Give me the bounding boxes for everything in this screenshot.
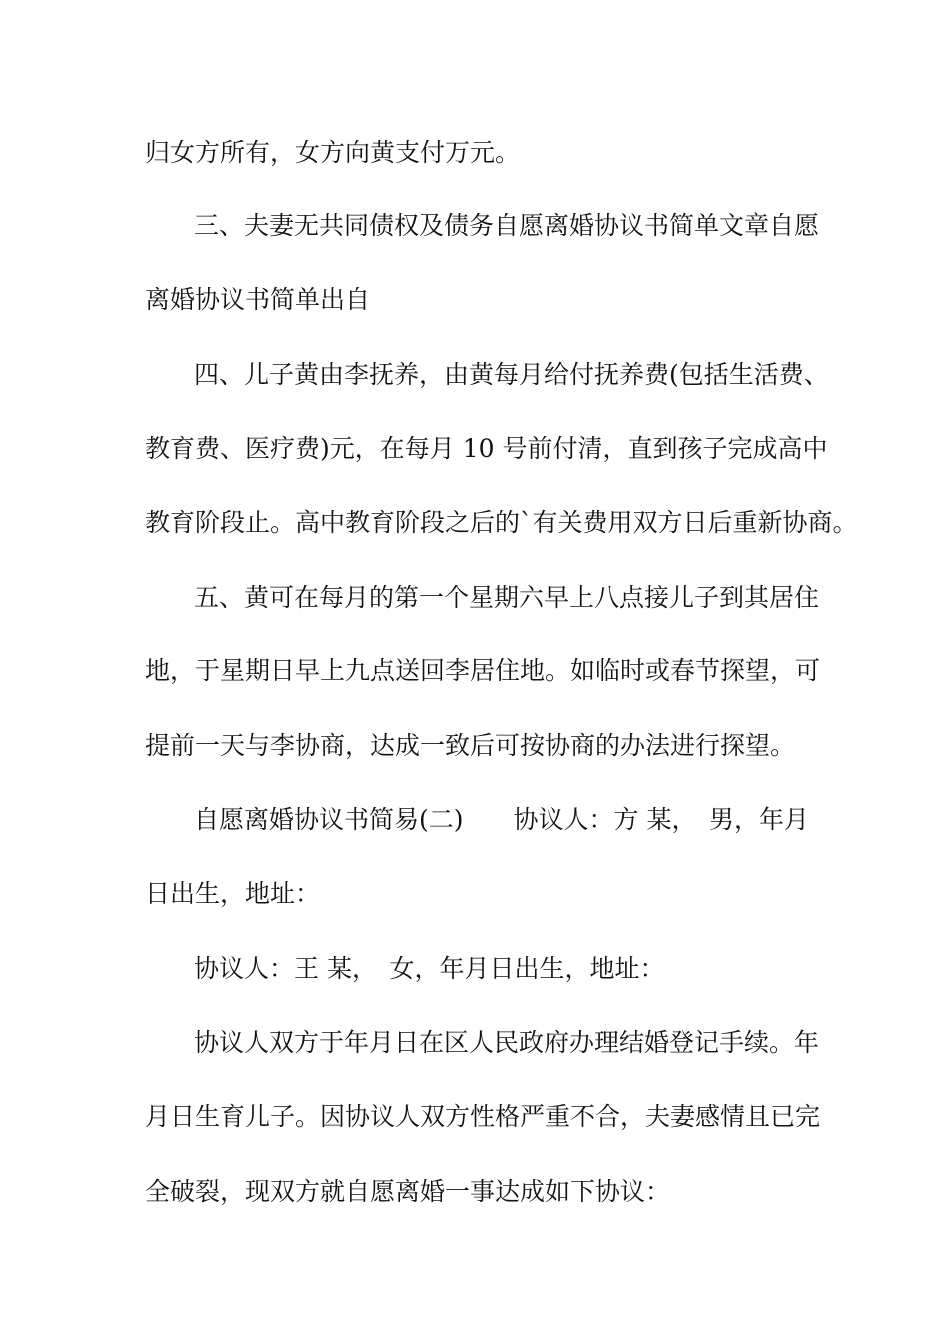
text-line-7: 五、黄可在每月的第一个星期六早上八点接儿子到其居住 bbox=[194, 583, 820, 612]
text-line-9: 提前一天与李协商，达成一致后可按协商的办法进行探望。 bbox=[145, 731, 796, 760]
text-line-10: 自愿离婚协议书简易(二) 协议人：方 某， 男，年月 bbox=[194, 805, 809, 834]
text-line-15: 全破裂，现双方就自愿离婚一事达成如下协议： bbox=[145, 1177, 671, 1206]
text-line-12: 协议人：王 某， 女，年月日出生，地址： bbox=[194, 954, 665, 983]
text-line-5: 教育费、医疗费)元，在每月 10 号前付清，直到孩子完成高中 bbox=[145, 434, 828, 463]
text-line-13: 协议人双方于年月日在区人民政府办理结婚登记手续。年 bbox=[194, 1028, 820, 1057]
text-line-3: 离婚协议书简单出自 bbox=[145, 285, 371, 314]
text-line-14: 月日生育儿子。因协议人双方性格严重不合，夫妻感情且已完 bbox=[145, 1102, 821, 1131]
text-line-2: 三、夫妻无共同债权及债务自愿离婚协议书简单文章自愿 bbox=[194, 211, 820, 240]
text-line-6: 教育阶段止。高中教育阶段之后的`有关费用双方日后重新协商。 bbox=[145, 508, 858, 537]
text-line-11: 日出生，地址： bbox=[145, 879, 321, 908]
text-line-8: 地，于星期日早上九点送回李居住地。如临时或春节探望，可 bbox=[145, 656, 821, 685]
text-line-1: 归女方所有，女方向黄支付万元。 bbox=[145, 138, 521, 167]
text-line-4: 四、儿子黄由李抚养，由黄每月给付抚养费(包括生活费、 bbox=[194, 360, 829, 389]
